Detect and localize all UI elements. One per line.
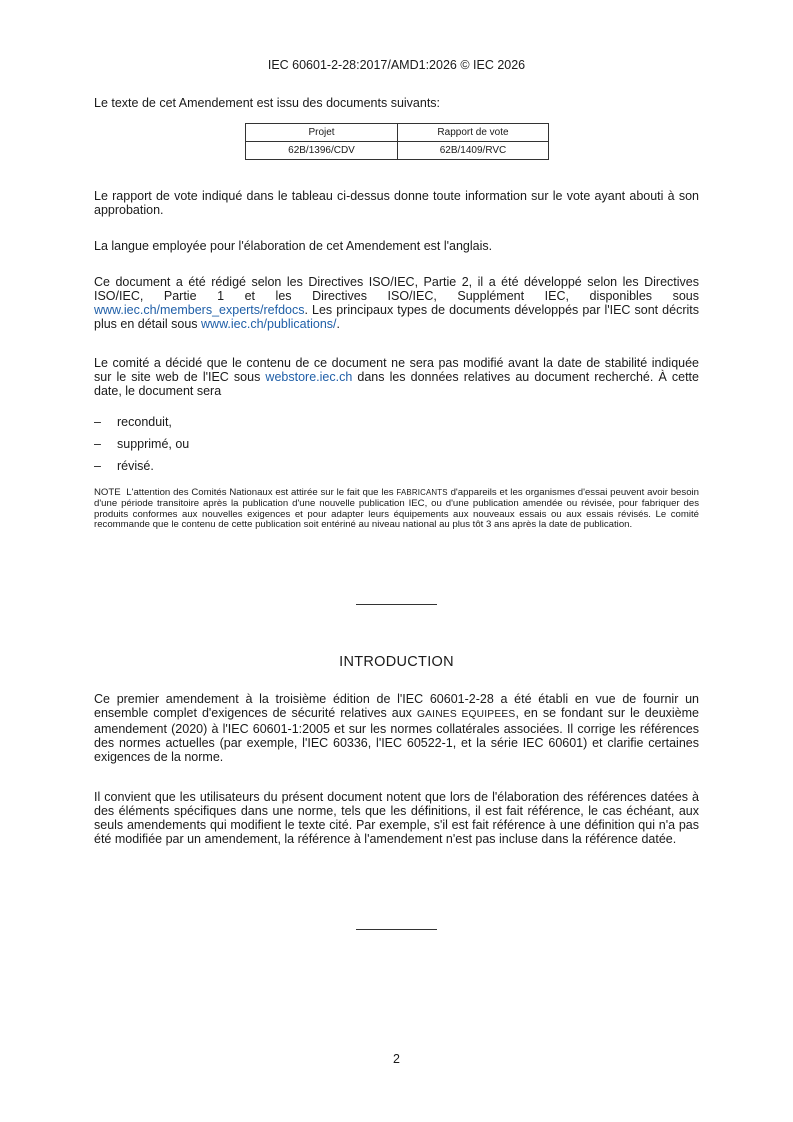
publications-link[interactable]: www.iec.ch/publications/ xyxy=(201,317,337,331)
table-header-projet: Projet xyxy=(246,124,398,142)
note-label: NOTE xyxy=(94,487,121,498)
table-header-row xyxy=(246,124,549,142)
note-block: NOTE L'attention des Comités Nationaux est attirée sur le fait que les FABRICANTS d'appareils et les organismes d'essai peuvent avoir besoin d'une période transitoire après la publication d'une nouvelle publication IEC, ou d'une publication amendée ou révisée, pour fabriquer des produits conformes aux nouvelles exigences et pour adapter leurs équipements aux nouveaux essais ou aux essais révisés. Le comité recommande que le contenu de cette publication soit entériné au niveau national au plus tôt 3 ans après la date de publication. xyxy=(94,487,699,531)
separator-rule xyxy=(356,929,437,930)
section-title: INTRODUCTION xyxy=(339,654,454,670)
paragraph-language: La langue employée pour l'élaboration de cet Amendement est l'anglais. xyxy=(94,239,493,253)
paragraph-vote-report: Le rapport de vote indiqué dans le tableau ci-dessus donne toute information sur le vote ayant abouti à son approbation. xyxy=(94,189,699,217)
dash-bullet: – xyxy=(94,437,101,451)
intro-sentence: Le texte de cet Amendement est issu des documents suivants: xyxy=(94,96,441,110)
term-gaines-equipees: GAINES EQUIPEES xyxy=(416,709,516,720)
table-row xyxy=(246,142,549,160)
paragraph-directives: Ce document a été rédigé selon les Directives ISO/IEC, Partie 2, il a été développé selon les Directives ISO/IEC, Partie 1 et les Directives ISO/IEC, Supplément IEC, disponibles sous www.iec.ch/members_experts/refdocs. Les principaux types de documents développés par l'IEC sont décrits plus en détail sous www.iec.ch/publications/. xyxy=(94,275,699,331)
intro-paragraph-2: Il convient que les utilisateurs du présent document notent que lors de l'élaboration des références datées à des éléments spécifiques dans une norme, tels que les définitions, il est fait référence, le cas échéant, aux seuls amendements qui modifient le texte cité. Par exemple, s'il est fait référence à une définition qui n'a pas été modifiée par un amendement, la référence à l'amendement n'est pas incluse dans la référence datée. xyxy=(94,790,699,846)
table-cell-rapport: 62B/1409/RVC xyxy=(398,142,549,160)
dash-list xyxy=(94,415,699,481)
list-item: – supprimé, ou xyxy=(94,437,699,459)
dash-bullet: – xyxy=(94,415,101,429)
table-cell-projet: 62B/1396/CDV xyxy=(246,142,398,160)
webstore-link[interactable]: webstore.iec.ch xyxy=(265,370,353,384)
refdocs-link[interactable]: www.iec.ch/members_experts/refdocs xyxy=(94,303,305,317)
page-number: 2 xyxy=(393,1052,400,1066)
separator-rule xyxy=(356,604,437,605)
term-fabricants: FABRICANTS xyxy=(396,488,448,497)
list-item: – révisé. xyxy=(94,459,699,481)
vote-table xyxy=(245,123,549,160)
dash-bullet: – xyxy=(94,459,101,473)
list-item: – reconduit, xyxy=(94,415,699,437)
page-header: IEC 60601-2-28:2017/AMD1:2026 © IEC 2026 xyxy=(267,58,526,72)
intro-paragraph-1: Ce premier amendement à la troisième édition de l'IEC 60601-2-28 a été établi en vue de fournir un ensemble complet d'exigences de sécurité relatives aux GAINES EQUIPEES, en se fondant sur le deuxième amendement (2020) à l'IEC 60601-1:2005 et sur les normes collatérales associées. Il corrige les références des normes actuelles (par exemple, l'IEC 60336, l'IEC 60522-1, et la série IEC 60601) et clarifie certaines exigences de la norme. xyxy=(94,692,699,764)
table-header-rapport: Rapport de vote xyxy=(398,124,549,142)
paragraph-stability: Le comité a décidé que le contenu de ce document ne sera pas modifié avant la date de stabilité indiquée sur le site web de l'IEC sous webstore.iec.ch dans les données relatives au document recherché. À cette date, le document sera xyxy=(94,356,699,398)
